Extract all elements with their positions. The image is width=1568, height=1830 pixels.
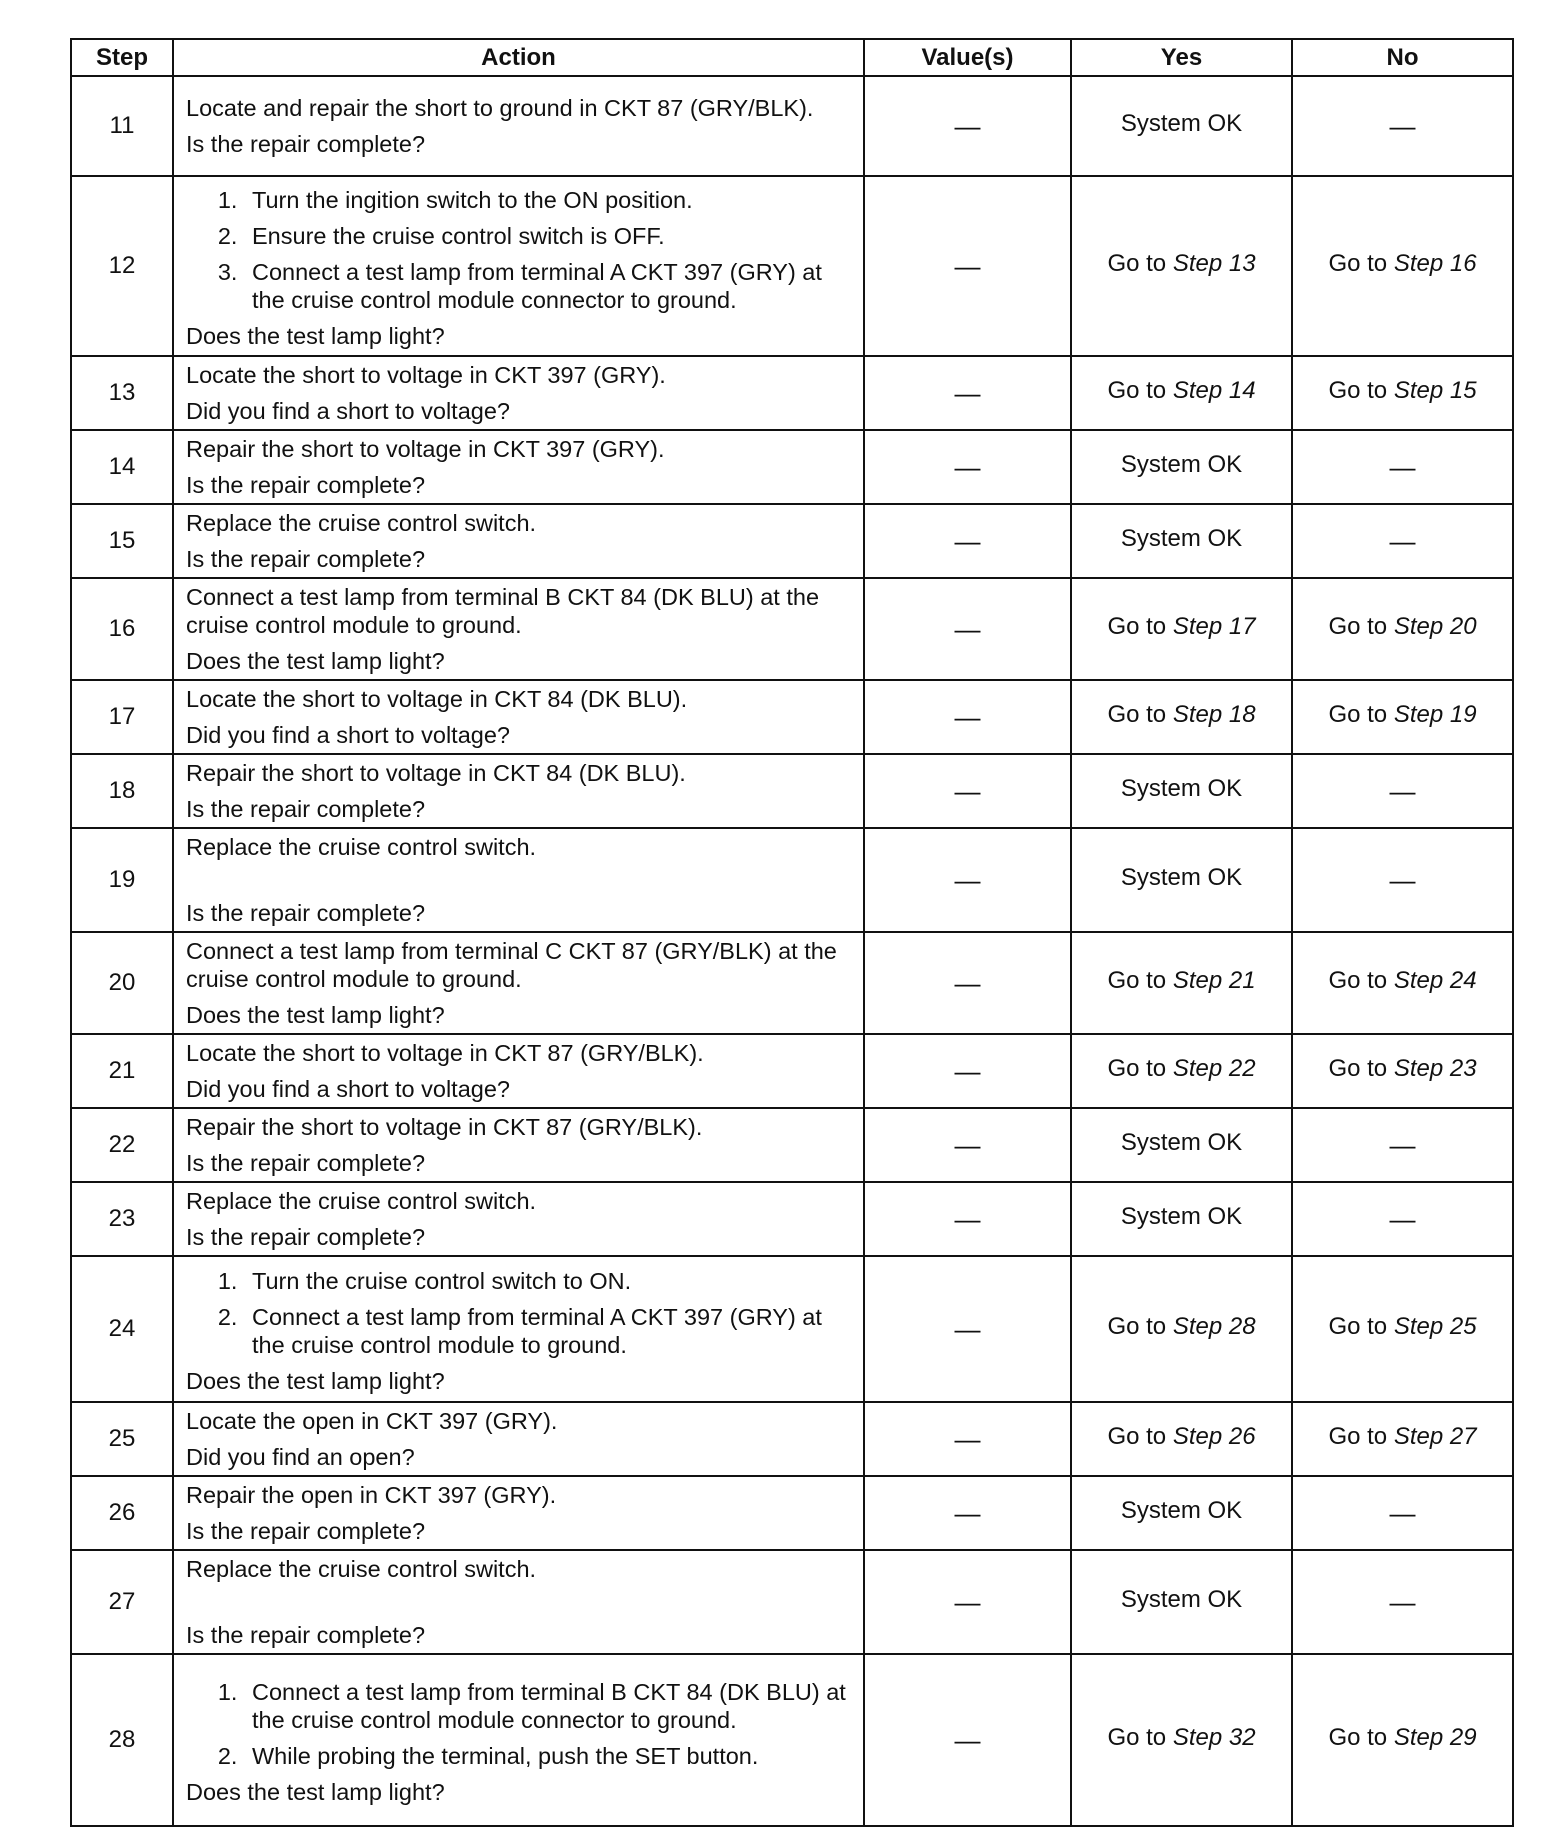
action-question: Is the repair complete? bbox=[186, 472, 426, 498]
action-cell bbox=[173, 680, 864, 754]
step-number: 28 bbox=[71, 1654, 173, 1826]
no-goto-target: Step 27 bbox=[1393, 1422, 1477, 1450]
table-row bbox=[71, 1256, 1513, 1402]
no-text: — bbox=[1389, 1203, 1416, 1234]
action-question: Did you find an open? bbox=[186, 1444, 415, 1470]
yes-goto-target: Step 17 bbox=[1172, 612, 1256, 640]
action-cell bbox=[173, 1108, 864, 1182]
no-cell bbox=[1292, 1402, 1513, 1476]
step-number: 14 bbox=[71, 430, 173, 504]
yes-goto-prefix: Go to bbox=[1107, 966, 1173, 994]
action-cell bbox=[173, 504, 864, 578]
step-number: 23 bbox=[71, 1182, 173, 1256]
yes-goto-target: Step 13 bbox=[1172, 249, 1256, 277]
value-cell bbox=[864, 356, 1071, 430]
action-text: Locate and repair the short to ground in CKT 87 (GRY/BLK). bbox=[186, 95, 814, 121]
step-number: 24 bbox=[71, 1256, 173, 1402]
value-cell bbox=[864, 430, 1071, 504]
value-text: — bbox=[954, 701, 981, 732]
step-number: 12 bbox=[71, 176, 173, 356]
yes-cell bbox=[1071, 356, 1292, 430]
no-goto-prefix: Go to bbox=[1328, 376, 1394, 404]
no-cell bbox=[1292, 680, 1513, 754]
value-cell bbox=[864, 176, 1071, 356]
table-row bbox=[71, 1402, 1513, 1476]
no-goto-prefix: Go to bbox=[1328, 700, 1394, 728]
no-text: — bbox=[1389, 1129, 1416, 1160]
action-cell bbox=[173, 76, 864, 176]
action-text: Repair the short to voltage in CKT 397 (GRY). bbox=[186, 436, 665, 462]
no-cell bbox=[1292, 1034, 1513, 1108]
action-spacer bbox=[186, 1583, 853, 1613]
action-question: Is the repair complete? bbox=[186, 796, 426, 822]
no-goto-target: Step 29 bbox=[1393, 1723, 1477, 1751]
value-cell bbox=[864, 828, 1071, 932]
no-goto bbox=[1328, 1724, 1476, 1751]
action-cell bbox=[173, 932, 864, 1034]
no-goto-prefix: Go to bbox=[1328, 1723, 1394, 1751]
yes-goto-target: Step 22 bbox=[1172, 1054, 1256, 1082]
yes-goto bbox=[1107, 1724, 1255, 1751]
header-action: Action bbox=[173, 39, 864, 76]
no-cell bbox=[1292, 1654, 1513, 1826]
action-question: Does the test lamp light? bbox=[186, 1779, 445, 1805]
step-number: 17 bbox=[71, 680, 173, 754]
action-text: Locate the short to voltage in CKT 397 (GRY). bbox=[186, 362, 666, 388]
yes-cell bbox=[1071, 1550, 1292, 1654]
value-text: — bbox=[954, 1497, 981, 1528]
action-question: Does the test lamp light? bbox=[186, 648, 445, 674]
value-text: — bbox=[954, 110, 981, 141]
header-row bbox=[71, 39, 1513, 76]
yes-text: System OK bbox=[1120, 1496, 1243, 1524]
yes-text: System OK bbox=[1120, 1128, 1243, 1156]
value-text: — bbox=[954, 1203, 981, 1234]
action-question: Is the repair complete? bbox=[186, 546, 426, 572]
yes-cell bbox=[1071, 1034, 1292, 1108]
no-text: — bbox=[1389, 864, 1416, 895]
no-goto-target: Step 20 bbox=[1393, 612, 1477, 640]
action-cell bbox=[173, 1402, 864, 1476]
no-cell bbox=[1292, 1476, 1513, 1550]
no-goto bbox=[1328, 1423, 1476, 1450]
yes-text: System OK bbox=[1120, 1585, 1243, 1613]
no-goto-target: Step 23 bbox=[1393, 1054, 1477, 1082]
yes-cell bbox=[1071, 1256, 1292, 1402]
no-goto-prefix: Go to bbox=[1328, 249, 1394, 277]
yes-cell bbox=[1071, 76, 1292, 176]
yes-text: System OK bbox=[1120, 109, 1243, 137]
value-cell bbox=[864, 1476, 1071, 1550]
header-step: Step bbox=[71, 39, 173, 76]
action-text: Replace the cruise control switch. bbox=[186, 1188, 537, 1214]
table-row bbox=[71, 430, 1513, 504]
yes-goto bbox=[1107, 701, 1255, 728]
value-text: — bbox=[954, 1055, 981, 1086]
value-cell bbox=[864, 932, 1071, 1034]
yes-goto-prefix: Go to bbox=[1107, 612, 1173, 640]
table-body bbox=[71, 76, 1513, 1826]
action-text: Replace the cruise control switch. bbox=[186, 1556, 537, 1582]
value-text: — bbox=[954, 967, 981, 998]
no-goto-prefix: Go to bbox=[1328, 1054, 1394, 1082]
value-text: — bbox=[954, 1724, 981, 1755]
value-text: — bbox=[954, 525, 981, 556]
value-cell bbox=[864, 1550, 1071, 1654]
header-values: Value(s) bbox=[864, 39, 1071, 76]
action-step-item: 1. Turn the cruise control switch to ON. bbox=[244, 1267, 853, 1295]
no-goto-target: Step 16 bbox=[1393, 249, 1477, 277]
yes-cell bbox=[1071, 828, 1292, 932]
action-question: Did you find a short to voltage? bbox=[186, 1076, 510, 1102]
action-text: Locate the short to voltage in CKT 87 (GRY/BLK). bbox=[186, 1040, 704, 1066]
no-goto-prefix: Go to bbox=[1328, 1312, 1394, 1340]
table-row bbox=[71, 504, 1513, 578]
action-cell bbox=[173, 828, 864, 932]
value-cell bbox=[864, 578, 1071, 680]
action-text: Connect a test lamp from terminal B CKT 84 (DK BLU) at the cruise control module to ground. bbox=[186, 584, 820, 638]
table-row bbox=[71, 1550, 1513, 1654]
step-number: 20 bbox=[71, 932, 173, 1034]
table-row bbox=[71, 1108, 1513, 1182]
action-cell bbox=[173, 1034, 864, 1108]
yes-cell bbox=[1071, 1402, 1292, 1476]
value-text: — bbox=[954, 1313, 981, 1344]
value-cell bbox=[864, 504, 1071, 578]
action-steps-list bbox=[186, 1267, 853, 1359]
no-goto bbox=[1328, 613, 1476, 640]
table-row bbox=[71, 1476, 1513, 1550]
step-number: 11 bbox=[71, 76, 173, 176]
action-spacer bbox=[186, 861, 853, 891]
yes-goto bbox=[1107, 613, 1255, 640]
yes-cell bbox=[1071, 680, 1292, 754]
action-question: Did you find a short to voltage? bbox=[186, 722, 510, 748]
no-cell bbox=[1292, 1550, 1513, 1654]
action-cell bbox=[173, 578, 864, 680]
step-number: 27 bbox=[71, 1550, 173, 1654]
value-text: — bbox=[954, 1586, 981, 1617]
value-cell bbox=[864, 1256, 1071, 1402]
diagnostic-table bbox=[70, 38, 1514, 1827]
action-text: Repair the open in CKT 397 (GRY). bbox=[186, 1482, 557, 1508]
action-question: Is the repair complete? bbox=[186, 1224, 426, 1250]
action-question: Is the repair complete? bbox=[186, 1622, 426, 1648]
action-cell bbox=[173, 754, 864, 828]
yes-cell bbox=[1071, 754, 1292, 828]
step-number: 13 bbox=[71, 356, 173, 430]
action-question: Is the repair complete? bbox=[186, 900, 426, 926]
action-text: Connect a test lamp from terminal C CKT 87 (GRY/BLK) at the cruise control module to ground. bbox=[186, 938, 837, 992]
table-row bbox=[71, 1182, 1513, 1256]
yes-text: System OK bbox=[1120, 450, 1243, 478]
no-goto bbox=[1328, 967, 1476, 994]
header-yes: Yes bbox=[1071, 39, 1292, 76]
no-cell bbox=[1292, 76, 1513, 176]
table-row bbox=[71, 680, 1513, 754]
action-cell bbox=[173, 1182, 864, 1256]
action-cell bbox=[173, 1476, 864, 1550]
value-text: — bbox=[954, 864, 981, 895]
yes-goto bbox=[1107, 1423, 1255, 1450]
value-text: — bbox=[954, 1423, 981, 1454]
yes-cell bbox=[1071, 932, 1292, 1034]
step-number: 15 bbox=[71, 504, 173, 578]
yes-text: System OK bbox=[1120, 863, 1243, 891]
table-row bbox=[71, 754, 1513, 828]
no-goto bbox=[1328, 377, 1476, 404]
action-step-item: 2. Connect a test lamp from terminal A CKT 397 (GRY) at the cruise control module to ground. bbox=[244, 1303, 853, 1359]
step-number: 22 bbox=[71, 1108, 173, 1182]
action-cell bbox=[173, 1256, 864, 1402]
yes-goto bbox=[1107, 1055, 1255, 1082]
no-cell bbox=[1292, 828, 1513, 932]
table-row bbox=[71, 1034, 1513, 1108]
value-text: — bbox=[954, 250, 981, 281]
no-text: — bbox=[1389, 451, 1416, 482]
action-cell bbox=[173, 176, 864, 356]
step-number: 21 bbox=[71, 1034, 173, 1108]
no-cell bbox=[1292, 932, 1513, 1034]
no-cell bbox=[1292, 176, 1513, 356]
no-goto-prefix: Go to bbox=[1328, 966, 1394, 994]
yes-text: System OK bbox=[1120, 524, 1243, 552]
action-text: Locate the open in CKT 397 (GRY). bbox=[186, 1408, 558, 1434]
action-question: Does the test lamp light? bbox=[186, 1002, 445, 1028]
yes-goto-target: Step 26 bbox=[1172, 1422, 1256, 1450]
no-cell bbox=[1292, 754, 1513, 828]
table-row bbox=[71, 76, 1513, 176]
value-cell bbox=[864, 1182, 1071, 1256]
action-text: Repair the short to voltage in CKT 87 (GRY/BLK). bbox=[186, 1114, 703, 1140]
yes-goto-target: Step 14 bbox=[1172, 376, 1256, 404]
yes-text: System OK bbox=[1120, 1202, 1243, 1230]
no-goto bbox=[1328, 250, 1476, 277]
table-row bbox=[71, 176, 1513, 356]
value-text: — bbox=[954, 775, 981, 806]
yes-goto-prefix: Go to bbox=[1107, 249, 1173, 277]
action-steps-list bbox=[186, 186, 853, 314]
value-cell bbox=[864, 1402, 1071, 1476]
action-question: Did you find a short to voltage? bbox=[186, 398, 510, 424]
action-step-item: 2. While probing the terminal, push the SET button. bbox=[244, 1742, 853, 1770]
no-text: — bbox=[1389, 1497, 1416, 1528]
no-goto-target: Step 19 bbox=[1393, 700, 1477, 728]
step-number: 26 bbox=[71, 1476, 173, 1550]
yes-goto-prefix: Go to bbox=[1107, 700, 1173, 728]
yes-cell bbox=[1071, 1182, 1292, 1256]
action-text: Replace the cruise control switch. bbox=[186, 510, 537, 536]
no-cell bbox=[1292, 1256, 1513, 1402]
table-row bbox=[71, 356, 1513, 430]
step-number: 18 bbox=[71, 754, 173, 828]
yes-goto-prefix: Go to bbox=[1107, 1723, 1173, 1751]
yes-goto-prefix: Go to bbox=[1107, 1054, 1173, 1082]
no-goto-target: Step 24 bbox=[1393, 966, 1477, 994]
yes-goto bbox=[1107, 377, 1255, 404]
value-cell bbox=[864, 1654, 1071, 1826]
yes-goto-target: Step 18 bbox=[1172, 700, 1256, 728]
no-goto bbox=[1328, 1313, 1476, 1340]
step-number: 16 bbox=[71, 578, 173, 680]
yes-cell bbox=[1071, 430, 1292, 504]
action-question: Is the repair complete? bbox=[186, 1150, 426, 1176]
yes-cell bbox=[1071, 176, 1292, 356]
action-cell bbox=[173, 1654, 864, 1826]
no-cell bbox=[1292, 504, 1513, 578]
no-text: — bbox=[1389, 775, 1416, 806]
step-number: 19 bbox=[71, 828, 173, 932]
action-step-item: 1. Turn the ingition switch to the ON position. bbox=[244, 186, 853, 214]
no-goto-target: Step 15 bbox=[1393, 376, 1477, 404]
action-question: Is the repair complete? bbox=[186, 1518, 426, 1544]
no-text: — bbox=[1389, 525, 1416, 556]
yes-goto-target: Step 32 bbox=[1172, 1723, 1256, 1751]
no-goto bbox=[1328, 1055, 1476, 1082]
yes-goto-target: Step 21 bbox=[1172, 966, 1256, 994]
no-cell bbox=[1292, 578, 1513, 680]
action-question: Does the test lamp light? bbox=[186, 323, 445, 349]
value-cell bbox=[864, 1034, 1071, 1108]
yes-goto-prefix: Go to bbox=[1107, 1312, 1173, 1340]
yes-text: System OK bbox=[1120, 774, 1243, 802]
no-cell bbox=[1292, 1182, 1513, 1256]
value-text: — bbox=[954, 377, 981, 408]
action-steps-list bbox=[186, 1678, 853, 1770]
table-row bbox=[71, 828, 1513, 932]
action-cell bbox=[173, 430, 864, 504]
no-goto-target: Step 25 bbox=[1393, 1312, 1477, 1340]
yes-cell bbox=[1071, 578, 1292, 680]
yes-cell bbox=[1071, 1654, 1292, 1826]
yes-cell bbox=[1071, 504, 1292, 578]
no-goto-prefix: Go to bbox=[1328, 1422, 1394, 1450]
step-number: 25 bbox=[71, 1402, 173, 1476]
yes-cell bbox=[1071, 1476, 1292, 1550]
value-cell bbox=[864, 754, 1071, 828]
action-text: Repair the short to voltage in CKT 84 (DK BLU). bbox=[186, 760, 686, 786]
action-step-item: 1. Connect a test lamp from terminal B CKT 84 (DK BLU) at the cruise control module connector to ground. bbox=[244, 1678, 853, 1734]
value-cell bbox=[864, 680, 1071, 754]
action-cell bbox=[173, 356, 864, 430]
no-cell bbox=[1292, 356, 1513, 430]
action-step-item: 2. Ensure the cruise control switch is OFF. bbox=[244, 222, 853, 250]
action-cell bbox=[173, 1550, 864, 1654]
table-row bbox=[71, 578, 1513, 680]
header-no: No bbox=[1292, 39, 1513, 76]
yes-cell bbox=[1071, 1108, 1292, 1182]
action-question: Is the repair complete? bbox=[186, 131, 426, 157]
no-goto-prefix: Go to bbox=[1328, 612, 1394, 640]
no-cell bbox=[1292, 430, 1513, 504]
yes-goto bbox=[1107, 250, 1255, 277]
table-row bbox=[71, 932, 1513, 1034]
value-text: — bbox=[954, 613, 981, 644]
value-text: — bbox=[954, 1129, 981, 1160]
action-step-item: 3. Connect a test lamp from terminal A CKT 397 (GRY) at the cruise control module connector to ground. bbox=[244, 258, 853, 314]
table-row bbox=[71, 1654, 1513, 1826]
yes-goto bbox=[1107, 1313, 1255, 1340]
yes-goto-target: Step 28 bbox=[1172, 1312, 1256, 1340]
action-text: Replace the cruise control switch. bbox=[186, 834, 537, 860]
value-cell bbox=[864, 76, 1071, 176]
no-text: — bbox=[1389, 1586, 1416, 1617]
no-cell bbox=[1292, 1108, 1513, 1182]
yes-goto-prefix: Go to bbox=[1107, 376, 1173, 404]
no-text: — bbox=[1389, 110, 1416, 141]
no-goto bbox=[1328, 701, 1476, 728]
yes-goto bbox=[1107, 967, 1255, 994]
value-cell bbox=[864, 1108, 1071, 1182]
action-question: Does the test lamp light? bbox=[186, 1368, 445, 1394]
yes-goto-prefix: Go to bbox=[1107, 1422, 1173, 1450]
action-text: Locate the short to voltage in CKT 84 (DK BLU). bbox=[186, 686, 688, 712]
value-text: — bbox=[954, 451, 981, 482]
